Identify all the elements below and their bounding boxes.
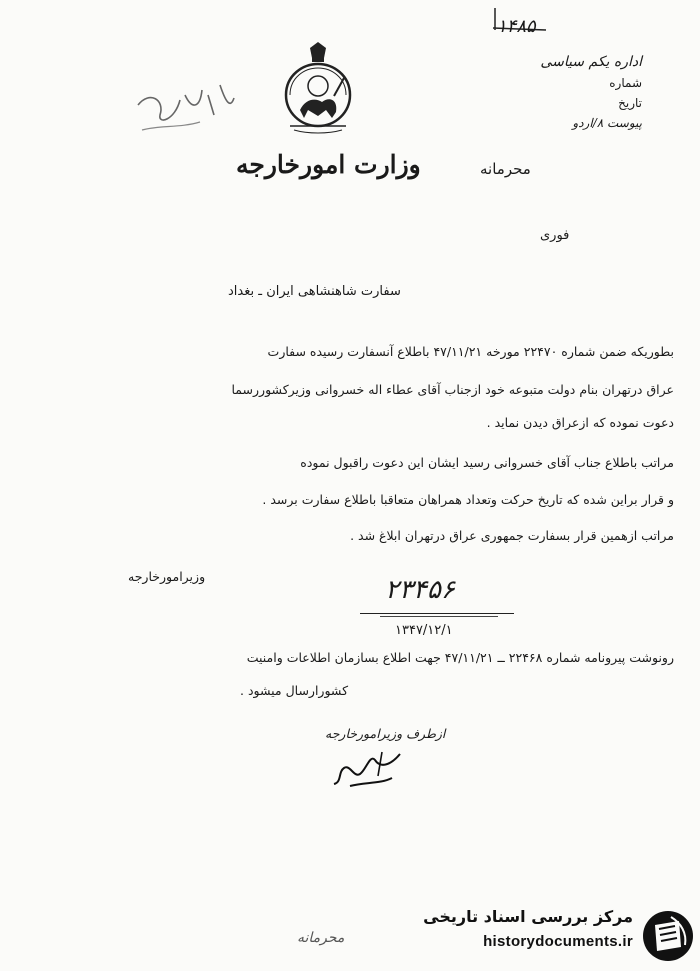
ministry-title: وزارت امورخارجه <box>236 150 421 179</box>
lion-and-sun-emblem <box>278 40 358 140</box>
date-label: تاریخ <box>618 96 642 110</box>
body-line: مراتب باطلاع جناب آقای خسروانی رسید ایشان این دعوت راقبول نموده <box>300 455 674 470</box>
body-line: دعوت نموده که ازعراق دیدن نماید . <box>486 415 674 430</box>
copy-note-line: کشورارسال میشود . <box>240 683 349 698</box>
archive-watermark <box>405 905 695 967</box>
watermark-site: historydocuments.ir <box>483 933 633 950</box>
copy-note-line: رونوشت پیرونامه شماره ۲۲۴۶۸ ــ ۴۷/۱۱/۲۱ جهت اطلاع بسازمان اطلاعات وامنیت <box>246 650 674 665</box>
archive-logo-icon <box>641 909 695 963</box>
divider-line <box>380 616 498 617</box>
watermark-title: مرکز بررسی اسناد تاریخی <box>423 907 633 926</box>
attachment-label: پیوست ۸/اردو <box>572 116 642 130</box>
admin-info-block <box>512 54 642 149</box>
handwritten-scribble <box>130 70 240 150</box>
department-label: اداره یکم سیاسی <box>540 54 642 70</box>
body-line: بطوریکه ضمن شماره ۲۲۴۷۰ مورخه ۴۷/۱۱/۲۱ باطلاع آنسفارت رسیده سفارت <box>267 344 674 359</box>
body-line: و قرار براین شده که تاریخ حرکت وتعداد همراهان متعاقبا باطلاع سفارت برسد . <box>262 492 674 507</box>
signatory-title: وزیرامورخارجه <box>128 569 206 584</box>
divider-line <box>360 613 514 614</box>
handwritten-signature <box>320 746 410 791</box>
date-stamp: ۱۳۴۷/۱۲/۱ <box>395 623 453 638</box>
register-number: ۱۴۸۵ <box>497 16 536 37</box>
confidential-label: محرمانه <box>480 160 531 178</box>
signatory-on-behalf: ازطرف وزیرامورخارجه <box>325 726 446 741</box>
addressee: سفارت شاهنشاهی ایران ـ بغداد <box>228 284 401 299</box>
number-label: شماره <box>609 76 642 90</box>
body-line: مراتب ازهمین قرار بسفارت جمهوری عراق درتهران ابلاغ شد . <box>350 528 674 543</box>
body-line: عراق درتهران بنام دولت متبوعه خود ازجناب آقای عطاء اله خسروانی وزیرکشوررسما <box>231 382 674 397</box>
urgency-label: فوری <box>540 228 570 243</box>
handwritten-number: ۲۳۴۵۶ <box>385 575 455 605</box>
footer-confidential: محرمانه <box>297 930 345 946</box>
